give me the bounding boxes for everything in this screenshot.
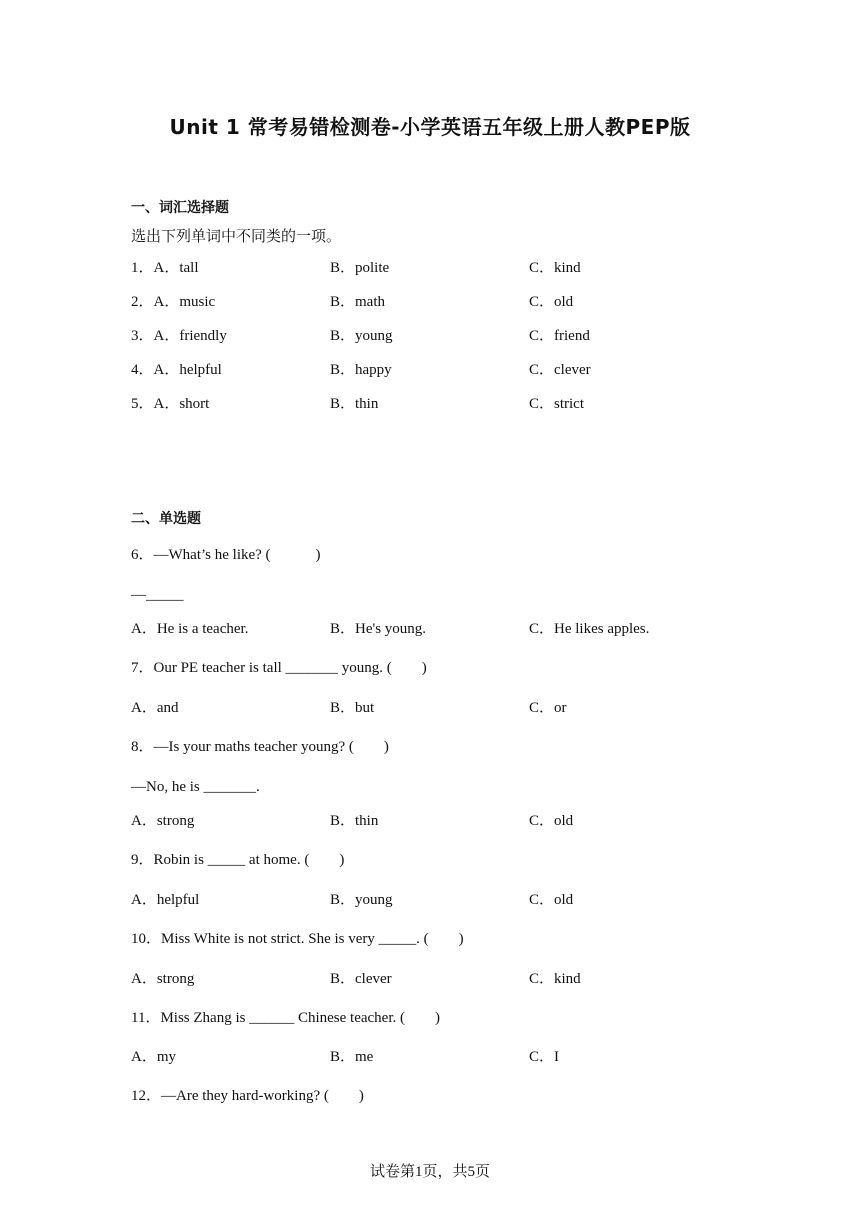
question-9-stem: 9．Robin is _____ at home. ( ) xyxy=(131,852,345,868)
question-7-options xyxy=(0,697,860,719)
question-8-stem: 8．—Is your maths teacher young? ( ) xyxy=(131,739,389,755)
question-12-stem: 12．—Are they hard-working? ( ) xyxy=(131,1088,364,1104)
option-b: B．young xyxy=(330,892,393,908)
option-c: C．kind xyxy=(529,260,581,276)
option-c: C．kind xyxy=(529,971,581,987)
section-instruction: 选出下列单词中不同类的一项。 xyxy=(131,229,342,245)
option-a: A．He is a teacher. xyxy=(131,621,249,637)
question-6-stem: 6．—What’s he like? ( ) xyxy=(131,547,321,563)
option-b: B．math xyxy=(330,294,385,310)
option-c: C．He likes apples. xyxy=(529,621,650,637)
option-b: B．me xyxy=(330,1049,374,1065)
option-c: C．old xyxy=(529,813,574,829)
option-c: C．friend xyxy=(529,328,590,344)
question-11-options xyxy=(0,1046,860,1068)
question-8-options xyxy=(0,810,860,832)
option-c: C．old xyxy=(529,294,574,310)
vocab-question-4 xyxy=(0,359,860,381)
option-a: A．helpful xyxy=(131,892,200,908)
option-b: B．but xyxy=(330,700,375,716)
section-heading-vocabulary: 一、词汇选择题 xyxy=(131,200,229,216)
option-c: C．or xyxy=(529,700,567,716)
page-title: Unit 1 常考易错检测卷-小学英语五年级上册人教PEP版 xyxy=(169,115,691,139)
option-c: C．clever xyxy=(529,362,591,378)
option-a: A．strong xyxy=(131,813,195,829)
option-b: B．happy xyxy=(330,362,392,378)
question-7-stem: 7．Our PE teacher is tall _______ young. ( ) xyxy=(131,660,427,676)
option-a: 2．A．music xyxy=(131,294,216,310)
option-a: 1．A．tall xyxy=(131,260,199,276)
question-11-stem: 11．Miss Zhang is ______ Chinese teacher. ( ) xyxy=(131,1010,440,1026)
vocab-question-3 xyxy=(0,325,860,347)
option-a: A．and xyxy=(131,700,179,716)
option-c: C．old xyxy=(529,892,574,908)
option-a: A．my xyxy=(131,1049,177,1065)
option-a: 4．A．helpful xyxy=(131,362,222,378)
question-6-options xyxy=(0,618,860,640)
question-10-options xyxy=(0,968,860,990)
question-10-stem: 10．Miss White is not strict. She is very _____. ( ) xyxy=(131,931,464,947)
question-9-options xyxy=(0,889,860,911)
page-footer: 试卷第1页，共5页 xyxy=(369,1164,490,1180)
vocab-question-1 xyxy=(0,257,860,279)
vocab-question-2 xyxy=(0,291,860,313)
section-heading-single-choice: 二、单选题 xyxy=(131,511,201,527)
option-b: B．thin xyxy=(330,396,379,412)
option-b: B．clever xyxy=(330,971,392,987)
question-8-answer-line: —No, he is _______. xyxy=(131,779,260,795)
option-a: 3．A．friendly xyxy=(131,328,227,344)
option-c: C．I xyxy=(529,1049,560,1065)
option-b: B．polite xyxy=(330,260,390,276)
question-6-answer-line: —_____ xyxy=(131,587,184,603)
option-a: 5．A．short xyxy=(131,396,210,412)
option-a: A．strong xyxy=(131,971,195,987)
option-b: B．thin xyxy=(330,813,379,829)
option-b: B．young xyxy=(330,328,393,344)
option-c: C．strict xyxy=(529,396,584,412)
option-b: B．He's young. xyxy=(330,621,427,637)
vocab-question-5 xyxy=(0,393,860,415)
